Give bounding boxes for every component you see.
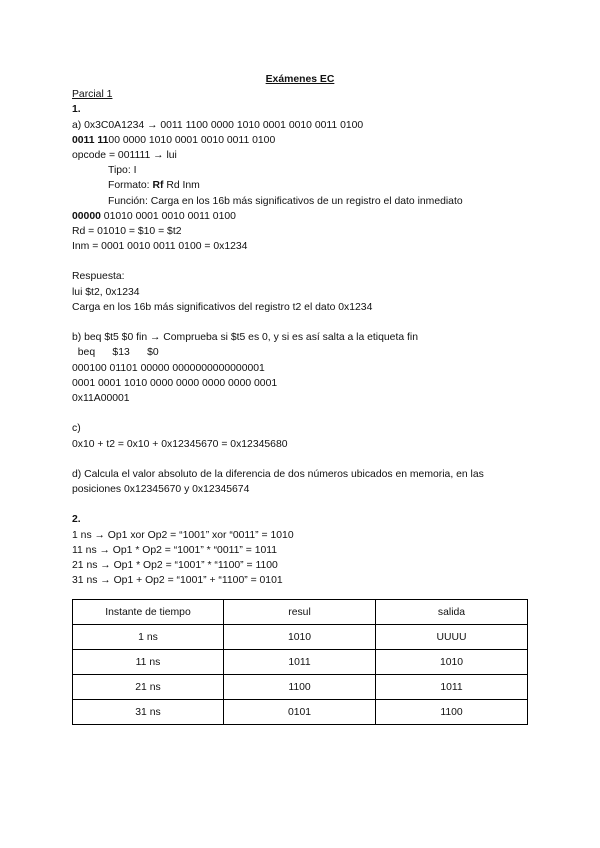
q1a-respuesta-label: Respuesta:: [72, 271, 125, 283]
section-heading: Parcial 1: [72, 89, 113, 101]
table-row: [73, 675, 528, 700]
table-row: [73, 625, 528, 650]
q1a-respuesta-1: lui $t2, 0x1234: [72, 286, 140, 298]
table-header: Instante de tiempo: [73, 600, 224, 625]
q1b-line-1: b) beq $t5 $0 fin → Comprueba si $t5 es 0, y si es así salta a la etiqueta fin: [72, 332, 418, 344]
table-header: salida: [376, 600, 528, 625]
q1b-line-2: beq $13 $0: [72, 347, 159, 359]
table-cell: 1100: [224, 675, 376, 700]
q1a-line-3: [72, 209, 528, 224]
document-title: Exámenes EC: [265, 74, 335, 85]
table-cell: 1010: [224, 625, 376, 650]
table-cell: 0101: [224, 700, 376, 725]
table-header: resul: [224, 600, 376, 625]
q1a-line-2-rest: 00 0000 1010 0001 0010 0011 0100: [108, 134, 276, 146]
table-cell: 11 ns: [73, 650, 224, 675]
q1c-line-1: 0x10 + t2 = 0x10 + 0x12345670 = 0x12345680: [72, 438, 288, 450]
q1a-funcion: Función: Carga en los 16b más significativos de un registro el dato inmediato: [108, 195, 463, 207]
table-cell: 1011: [376, 675, 528, 700]
table-row: [73, 650, 528, 675]
q1d-line-2: posiciones 0x12345670 y 0x12345674: [72, 484, 250, 496]
q1b-line-3: 000100 01101 00000 0000000000000001: [72, 362, 265, 374]
table-cell: 21 ns: [73, 675, 224, 700]
q1a-formato-label: Formato:: [108, 180, 153, 192]
q1a-rf-bits: 00000: [72, 210, 101, 222]
q1d-line-1: d) Calcula el valor absoluto de la diferencia de dos números ubicados en memoria, en las: [72, 468, 484, 480]
q1a-line-3-rest: 01010 0001 0010 0011 0100: [100, 210, 236, 222]
table-cell: 1011: [224, 650, 376, 675]
q2-line-2: 11 ns → Op1 * Op2 = “1001” * “0011” = 1011: [72, 544, 278, 556]
q1a-line-2: [72, 133, 528, 148]
table-cell: 1100: [376, 700, 528, 725]
table-cell: 1 ns: [73, 625, 224, 650]
q1a-tipo: Tipo: I: [108, 165, 137, 177]
q1b-line-5: 0x11A00001: [72, 392, 130, 404]
q1a-formato-rest: Rd Inm: [163, 180, 200, 192]
q1a-line-1: a) 0x3C0A1234 → 0011 1100 0000 1010 0001 0010 0011 0100: [72, 119, 364, 131]
document-page: [72, 72, 528, 588]
q1a-inm: Inm = 0001 0010 0011 0100 = 0x1234: [72, 241, 248, 253]
q2-line-3: 21 ns → Op1 * Op2 = “1001” * “1100” = 1100: [72, 560, 278, 571]
q1a-formato-rf: Rf: [152, 180, 164, 192]
question-2-number: 2.: [72, 514, 81, 526]
question-1-number: 1.: [72, 104, 81, 116]
table-row: [73, 700, 528, 725]
table-header-row: [73, 600, 528, 625]
q1a-rd: Rd = 01010 = $10 = $t2: [72, 225, 182, 237]
q1a-respuesta-2: Carga en los 16b más significativos del registro t2 el dato 0x1234: [72, 301, 373, 313]
q2-line-1: 1 ns → Op1 xor Op2 = “1001” xor “0011” = 1010: [72, 529, 294, 541]
table-cell: 1010: [376, 650, 528, 675]
q1a-opcode: opcode = 001111 → lui: [72, 149, 177, 161]
q1b-line-4: 0001 0001 1010 0000 0000 0000 0000 0001: [72, 377, 278, 389]
results-table: [72, 599, 528, 725]
table-cell: UUUU: [376, 625, 528, 650]
q2-line-4: 31 ns → Op1 + Op2 = “1001” + “1100” = 0101: [72, 575, 283, 587]
table-cell: 31 ns: [73, 700, 224, 725]
q1c-label: c): [72, 423, 81, 435]
q1a-formato: [72, 178, 528, 193]
q1a-opcode-bits: 0011 11: [72, 134, 109, 146]
